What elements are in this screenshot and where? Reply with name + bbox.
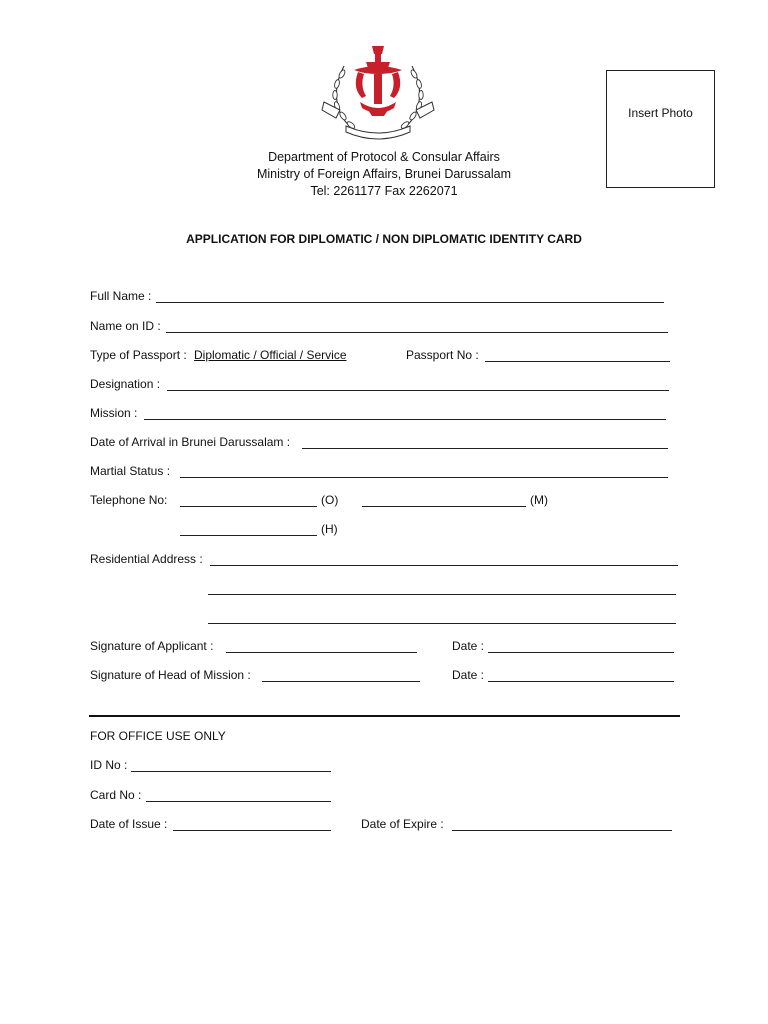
- applicant-date-label: Date :: [452, 639, 485, 653]
- telephone-office-tag: (O): [321, 493, 339, 507]
- address-label: Residential Address :: [90, 552, 203, 566]
- full-name-field[interactable]: [156, 302, 664, 303]
- address-field-line-3[interactable]: [208, 623, 676, 624]
- card-no-field[interactable]: [146, 801, 331, 802]
- id-no-label: ID No :: [90, 758, 128, 772]
- full-name-label: Full Name :: [90, 289, 152, 303]
- passport-no-label: Passport No :: [406, 348, 479, 362]
- martial-status-label: Martial Status :: [90, 464, 171, 478]
- telephone-label: Telephone No:: [90, 493, 168, 507]
- applicant-signature-field[interactable]: [226, 652, 417, 653]
- arrival-date-label: Date of Arrival in Brunei Darussalam :: [90, 435, 291, 449]
- brunei-crest-icon: [318, 40, 438, 144]
- expire-date-field[interactable]: [452, 830, 672, 831]
- telephone-mobile-field[interactable]: [362, 506, 526, 507]
- passport-type-options[interactable]: Diplomatic / Official / Service: [194, 348, 347, 362]
- arrival-date-field[interactable]: [302, 448, 668, 449]
- header-department: Department of Protocol & Consular Affairs: [268, 150, 500, 164]
- telephone-office-field[interactable]: [180, 506, 317, 507]
- designation-label: Designation :: [90, 377, 161, 391]
- expire-date-label: Date of Expire :: [361, 817, 444, 831]
- header-contact: Tel: 2261177 Fax 2262071: [310, 184, 458, 198]
- telephone-home-field[interactable]: [180, 535, 317, 536]
- mission-field[interactable]: [144, 419, 666, 420]
- photo-box-label: Insert Photo: [628, 106, 693, 120]
- martial-status-field[interactable]: [180, 477, 668, 478]
- card-no-label: Card No :: [90, 788, 142, 802]
- telephone-mobile-tag: (M): [530, 493, 548, 507]
- header-ministry: Ministry of Foreign Affairs, Brunei Darussalam: [256, 167, 512, 181]
- name-on-id-field[interactable]: [166, 332, 668, 333]
- photo-box[interactable]: [606, 70, 715, 188]
- telephone-home-tag: (H): [321, 522, 338, 536]
- issue-date-label: Date of Issue :: [90, 817, 168, 831]
- mission-label: Mission :: [90, 406, 138, 420]
- applicant-date-field[interactable]: [488, 652, 674, 653]
- passport-no-field[interactable]: [485, 361, 670, 362]
- designation-field[interactable]: [167, 390, 669, 391]
- name-on-id-label: Name on ID :: [90, 319, 161, 333]
- office-divider: [89, 715, 680, 717]
- address-field-line-2[interactable]: [208, 594, 676, 595]
- head-signature-label: Signature of Head of Mission :: [90, 668, 251, 682]
- head-date-label: Date :: [452, 668, 485, 682]
- id-no-field[interactable]: [131, 771, 331, 772]
- passport-type-label: Type of Passport :: [90, 348, 187, 362]
- form-title: APPLICATION FOR DIPLOMATIC / NON DIPLOMATIC IDENTITY CARD: [186, 232, 582, 246]
- head-date-field[interactable]: [488, 681, 674, 682]
- applicant-signature-label: Signature of Applicant :: [90, 639, 214, 653]
- head-signature-field[interactable]: [262, 681, 420, 682]
- address-field-line-1[interactable]: [210, 565, 678, 566]
- issue-date-field[interactable]: [173, 830, 331, 831]
- office-heading: FOR OFFICE USE ONLY: [90, 729, 226, 743]
